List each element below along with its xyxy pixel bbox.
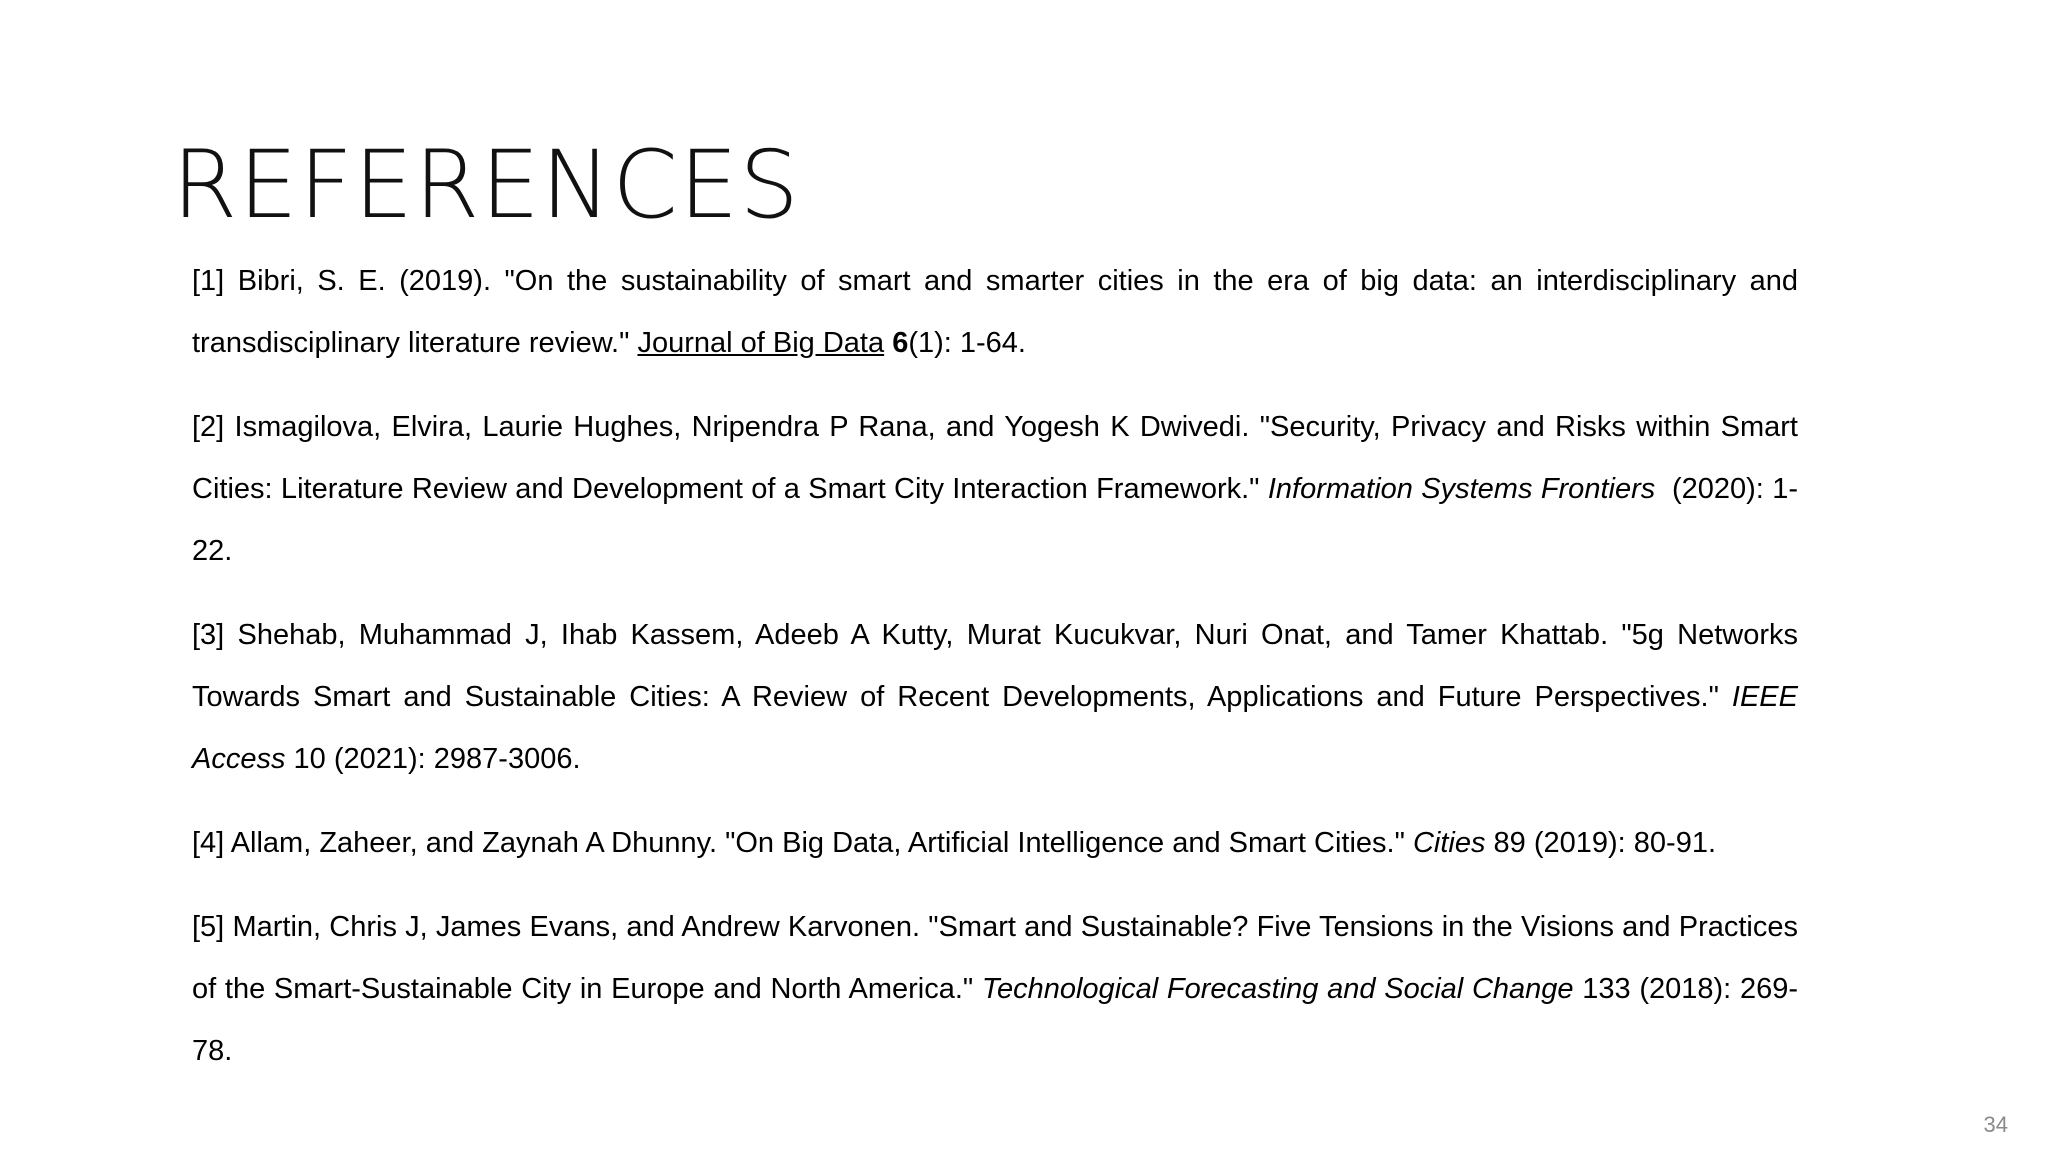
reference-text: [1] Bibri, S. E. (2019). "On the sustainability of smart and smarter cities in the era of big data: an interdisciplinary and transdisciplinary literature review." [192, 265, 1798, 359]
reference-citation: (1): 1-64. [908, 327, 1026, 359]
journal-title: IEEE Access [192, 681, 1798, 775]
journal-volume: 6 [892, 327, 909, 359]
reference-citation: (2020): 1-22. [192, 473, 1798, 567]
reference-text: [3] Shehab, Muhammad J, Ihab Kassem, Adeeb A Kutty, Murat Kucukvar, Nuri Onat, and Tamer Khattab. "5g Networks Towards Smart and Sustainable Cities: A Review of Recent Developments, Applications and Future Perspectives." [192, 619, 1798, 713]
reference-text: [4] Allam, Zaheer, and Zaynah A Dhunny. "On Big Data, Artificial Intelligence and Smart Cities." [192, 827, 1413, 859]
journal-title: Journal of Big Data [637, 327, 885, 359]
reference-item-5 [192, 896, 1798, 1082]
reference-citation: 133 (2018): 269-78. [192, 973, 1798, 1067]
reference-item-4 [192, 812, 1798, 874]
reference-item-3 [192, 604, 1798, 790]
journal-title: Information Systems Frontiers [1267, 473, 1656, 505]
journal-title: Cities [1412, 827, 1486, 859]
reference-citation: 10 (2021): 2987-3006. [285, 743, 581, 775]
reference-item-2 [192, 396, 1798, 582]
reference-citation: 89 (2019): 80-91. [1485, 827, 1717, 859]
slide-title: REFERENCES [172, 131, 800, 240]
reference-list [192, 250, 1798, 1104]
reference-item-1 [192, 250, 1798, 374]
reference-text: [5] Martin, Chris J, James Evans, and Andrew Karvonen. "Smart and Sustainable? Five Tensions in the Visions and Practices of the Smart-Sustainable City in Europe and North America." [192, 911, 1798, 1005]
page-number: 34 [1983, 1112, 2008, 1137]
journal-title: Technological Forecasting and Social Change [981, 973, 1574, 1005]
reference-text: [2] Ismagilova, Elvira, Laurie Hughes, Nripendra P Rana, and Yogesh K Dwivedi. "Security, Privacy and Risks within Smart Cities: Literature Review and Development of a Smart City Interaction Framework." [192, 411, 1798, 505]
